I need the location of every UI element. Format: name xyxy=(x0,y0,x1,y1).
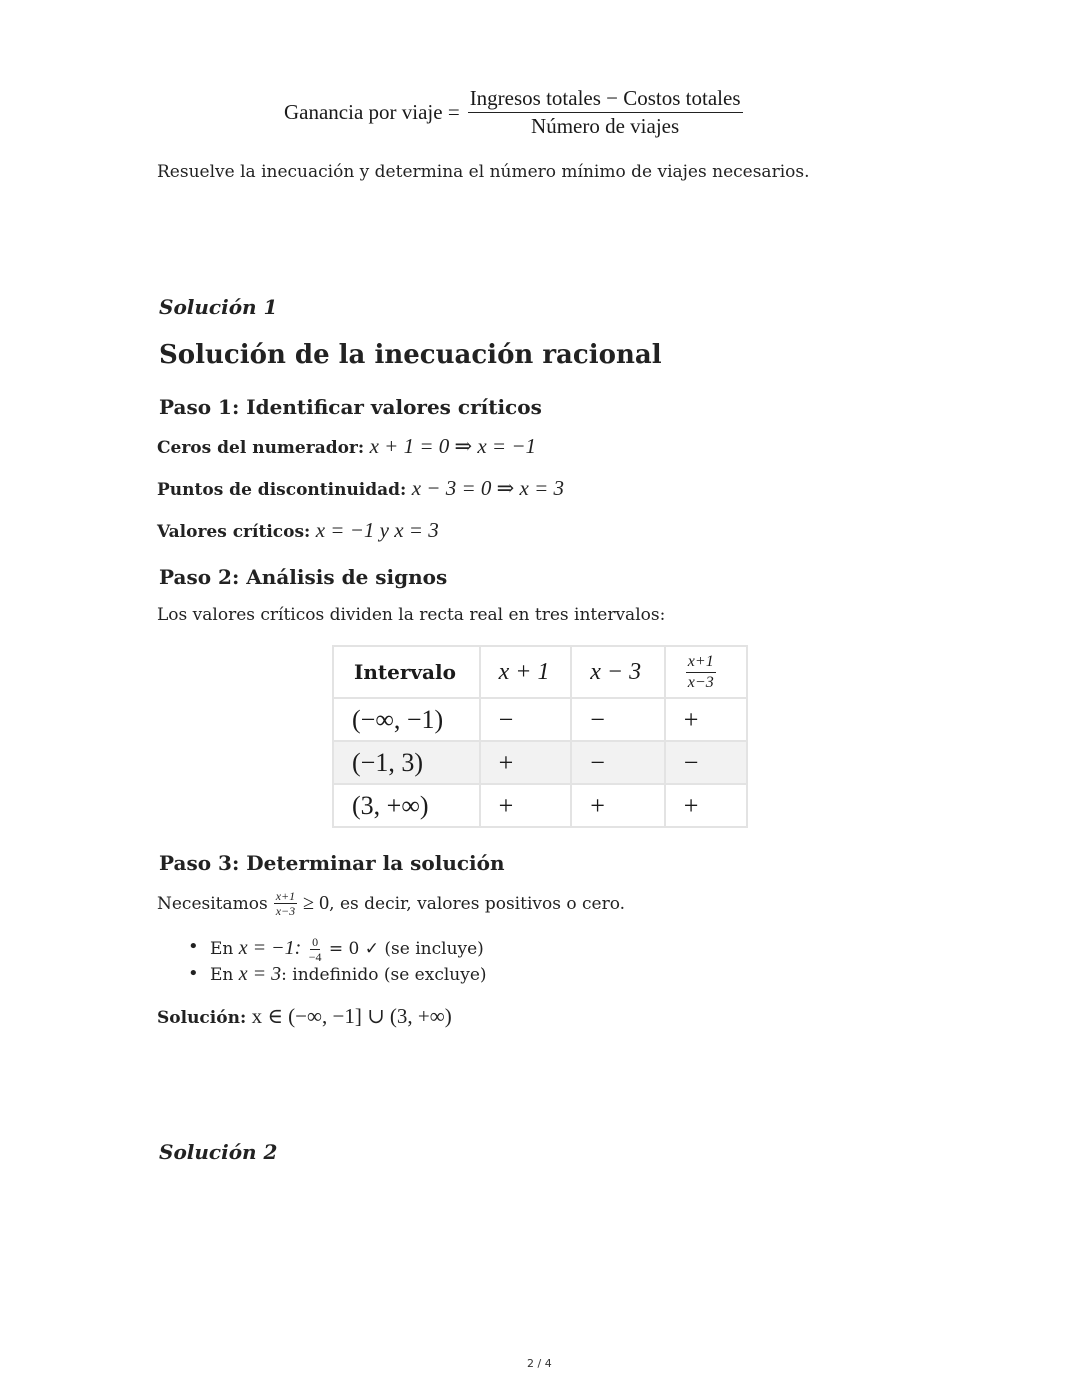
need-frac-den: x−3 xyxy=(275,904,296,918)
bullet2-after: : indefinido (se excluye) xyxy=(281,965,487,985)
header-interval: Intervalo xyxy=(333,646,480,698)
list-item xyxy=(188,963,487,990)
bullet1-after: = 0 ✓ (se incluye) xyxy=(328,939,484,959)
sign-table xyxy=(332,645,748,828)
bullet1-fraction xyxy=(307,936,324,963)
sign-cell: + xyxy=(665,698,747,741)
interval-cell: (3, +∞) xyxy=(333,784,480,827)
ratio-num: x+1 xyxy=(686,654,716,673)
header-x-minus-3: x − 3 xyxy=(571,646,665,698)
step-3-heading: Paso 3: Determinar la solución xyxy=(159,851,505,875)
disc-math: x − 3 = 0 ⇒ x = 3 xyxy=(411,476,564,500)
step-2-intro: Los valores críticos dividen la recta real en tres intervalos: xyxy=(157,605,666,625)
solution-2-label: Solución 2 xyxy=(159,1140,278,1164)
step-1-heading: Paso 1: Identificar valores críticos xyxy=(159,395,542,419)
evaluation-list xyxy=(188,936,487,990)
bullet1-prefix: En xyxy=(210,939,239,959)
crit-math: x = −1 y x = 3 xyxy=(315,518,439,542)
sign-cell: − xyxy=(480,698,572,741)
table-row xyxy=(333,698,747,741)
sign-cell: + xyxy=(480,784,572,827)
table-row xyxy=(333,741,747,784)
need-suffix: , es decir, valores positivos o cero. xyxy=(329,893,626,914)
bullet1-math: x = −1: xyxy=(238,937,302,959)
solution-line xyxy=(157,1004,452,1029)
formula-numerator: Ingresos totales − Costos totales xyxy=(468,88,743,113)
list-item xyxy=(188,936,487,963)
solution-label: Solución: xyxy=(157,1008,247,1028)
ratio-den: x−3 xyxy=(687,673,714,691)
table-header-row xyxy=(333,646,747,698)
need-prefix: Necesitamos xyxy=(157,893,268,914)
critical-values-line xyxy=(157,518,439,543)
need-frac-num: x+1 xyxy=(275,889,296,903)
bullet2-math: x = 3 xyxy=(238,963,282,985)
ratio-fraction xyxy=(686,654,716,691)
page-number: 2 / 4 xyxy=(527,1357,552,1370)
interval-cell: (−∞, −1) xyxy=(333,698,480,741)
header-x-plus-1: x + 1 xyxy=(480,646,572,698)
instruction-text: Resuelve la inecuación y determina el número mínimo de viajes necesarios. xyxy=(157,162,810,182)
formula-fraction xyxy=(468,88,743,137)
discontinuity-line xyxy=(157,476,564,501)
solution-math: x ∈ (−∞, −1] ∪ (3, +∞) xyxy=(251,1004,452,1028)
table-row xyxy=(333,784,747,827)
profit-formula xyxy=(284,88,743,137)
zeros-line xyxy=(157,434,536,459)
sign-cell: − xyxy=(665,741,747,784)
formula-lhs: Ganancia por viaje = xyxy=(284,100,460,124)
header-ratio xyxy=(665,646,747,698)
sign-cell: − xyxy=(571,741,665,784)
sign-cell: + xyxy=(480,741,572,784)
disc-label: Puntos de discontinuidad: xyxy=(157,480,407,500)
sign-cell: + xyxy=(665,784,747,827)
crit-label: Valores críticos: xyxy=(157,522,311,542)
formula-denominator: Número de viajes xyxy=(531,114,680,138)
bullet1-frac-den: −4 xyxy=(308,950,322,964)
need-fraction xyxy=(274,890,297,917)
need-geq: ≥ 0 xyxy=(303,892,330,914)
sign-cell: + xyxy=(571,784,665,827)
solution-title: Solución de la inecuación racional xyxy=(159,340,662,370)
solution-1-label: Solución 1 xyxy=(159,295,278,319)
zeros-math: x + 1 = 0 ⇒ x = −1 xyxy=(369,434,536,458)
zeros-label: Ceros del numerador: xyxy=(157,438,365,458)
bullet2-prefix: En xyxy=(210,965,239,985)
need-line xyxy=(157,890,625,917)
bullet1-frac-num: 0 xyxy=(312,935,319,949)
sign-cell: − xyxy=(571,698,665,741)
step-2-heading: Paso 2: Análisis de signos xyxy=(159,565,448,589)
interval-cell: (−1, 3) xyxy=(333,741,480,784)
